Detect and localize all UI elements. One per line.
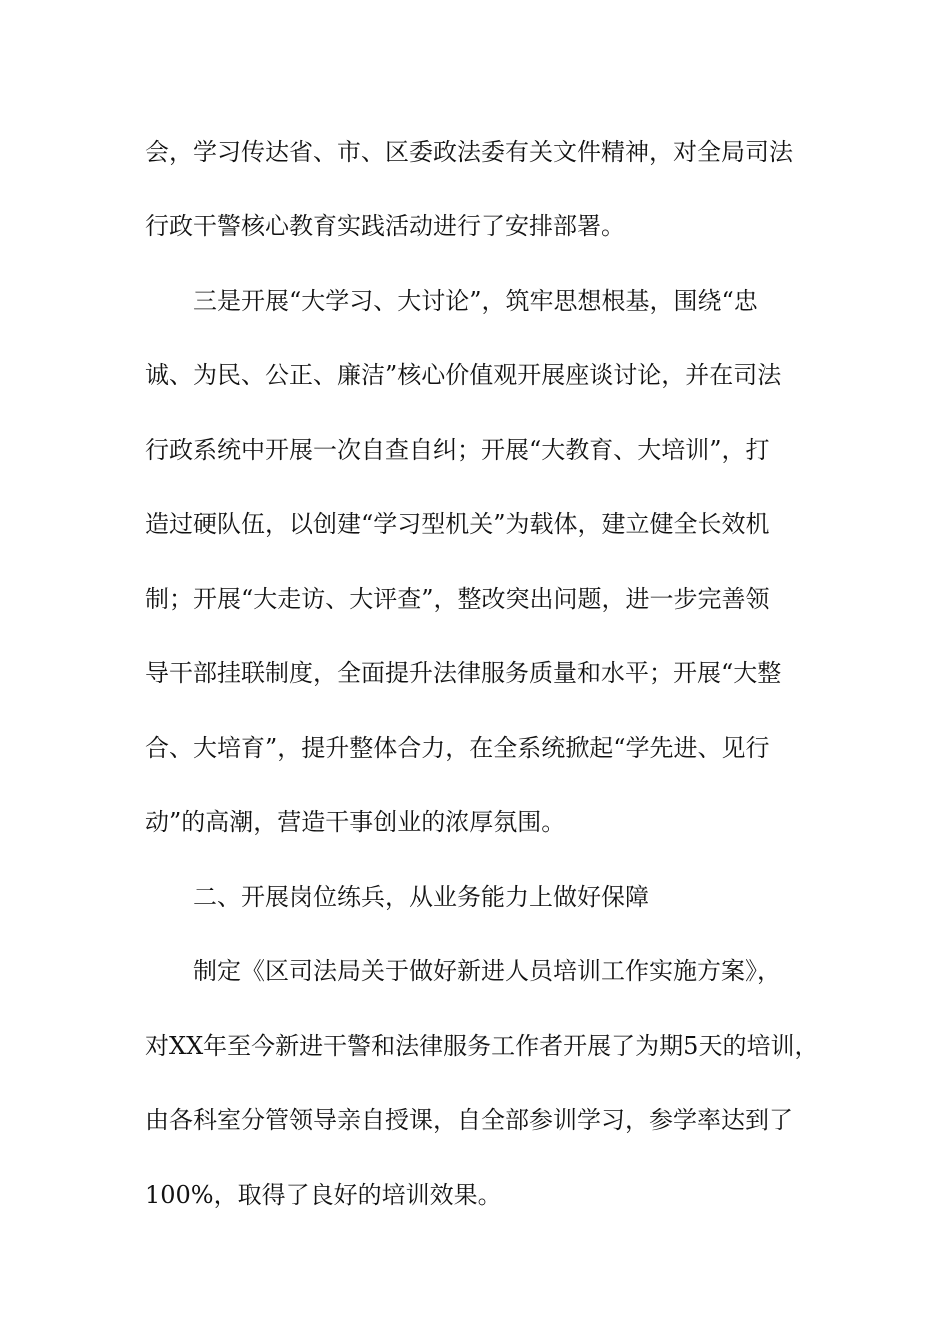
text-line: 会，学习传达省、市、区委政法委有关文件精神，对全局司法: [145, 138, 793, 166]
text-line: 诚、为民、公正、廉洁”核心价值观开展座谈讨论，并在司法: [145, 361, 782, 389]
text-line: 行政干警核心教育实践活动进行了安排部署。: [145, 212, 625, 240]
paragraph-start-line: 三是开展“大学习、大讨论”，筑牢思想根基，围绕“忠: [193, 287, 758, 315]
text-line: 动”的高潮，营造干事创业的浓厚氛围。: [145, 808, 566, 836]
text-line: 制；开展“大走访、大评查”，整改突出问题，进一步完善领: [145, 585, 770, 613]
text-line: 行政系统中开展一次自查自纠；开展“大教育、大培训”，打: [145, 436, 770, 464]
text-line: 由各科室分管领导亲自授课，自全部参训学习，参学率达到了: [145, 1106, 793, 1134]
text-line: 导干部挂联制度，全面提升法律服务质量和水平；开展“大整: [145, 659, 782, 687]
text-line: 合、大培育”，提升整体合力，在全系统掀起“学先进、见行: [145, 734, 770, 762]
text-line: 对XX年至今新进干警和法律服务工作者开展了为期5天的培训，: [145, 1032, 819, 1060]
text-line: 造过硬队伍，以创建“学习型机关”为载体，建立健全长效机: [145, 510, 770, 538]
section-heading: 二、开展岗位练兵，从业务能力上做好保障: [193, 883, 649, 911]
paragraph-start-line: 制定《区司法局关于做好新进人员培训工作实施方案》，: [193, 957, 781, 985]
text-line: 100%，取得了良好的培训效果。: [145, 1181, 502, 1209]
